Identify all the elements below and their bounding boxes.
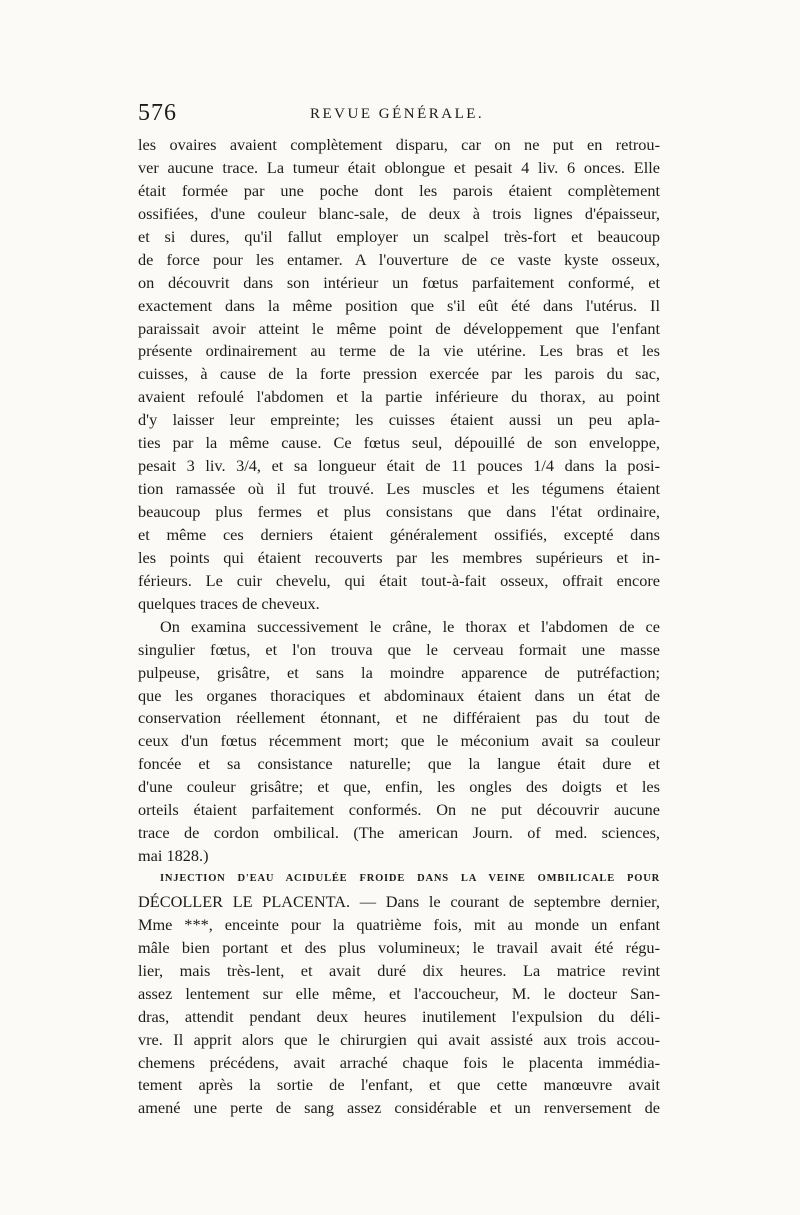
text-line: quelques traces de cheveux. bbox=[138, 593, 320, 613]
text-line: ceux d'un fœtus récemment mort; que le méconium avait sa couleur bbox=[138, 731, 660, 751]
text-line: ver aucune trace. La tumeur était oblongue et pesait 4 liv. 6 onces. Elle bbox=[138, 157, 660, 177]
text-line: amené une perte de sang assez considérable et un renversement de bbox=[138, 1098, 660, 1118]
text-line: beaucoup plus fermes et plus consistans que dans l'état ordinaire, bbox=[138, 502, 660, 521]
body-text bbox=[138, 134, 660, 1120]
text-line: exactement dans la même position que s'il eût été dans l'utérus. Il bbox=[138, 295, 660, 315]
text-line: singulier fœtus, et l'on trouva que le cerveau formait une masse bbox=[138, 639, 660, 659]
text-line: tement après la sortie de l'enfant, et que cette manœuvre avait bbox=[138, 1075, 660, 1095]
text-line: on découvrit dans son intérieur un fœtus parfaitement conformé, et bbox=[138, 272, 660, 292]
text-line: d'y laisser leur empreinte; les cuisses étaient aussi un peu apla- bbox=[138, 410, 660, 430]
text-line: et si dures, qu'il fallut employer un scalpel très-fort et beaucoup bbox=[138, 226, 660, 246]
page-number: 576 bbox=[138, 100, 177, 126]
text-line: les points qui étaient recouverts par les membres supérieurs et in- bbox=[138, 547, 660, 567]
section-heading: INJECTION D'EAU ACIDULÉE FROIDE DANS LA VEINE OMBILICALE POUR bbox=[160, 873, 660, 884]
text-line: paraissait avoir atteint le même point de développement que l'enfant bbox=[138, 318, 660, 338]
text-line: conservation réellement étonnant, et ne différaient pas du tout de bbox=[138, 708, 660, 728]
text-line: trace de cordon ombilical. (The american Journ. of med. sciences, bbox=[138, 823, 660, 843]
text-line: DÉCOLLER LE PLACENTA. — Dans le courant de septembre dernier, bbox=[138, 891, 660, 911]
text-line: pesait 3 liv. 3/4, et sa longueur était de 11 pouces 1/4 dans la posi- bbox=[138, 456, 660, 476]
text-line: présente ordinairement au terme de la vie utérine. Les bras et les bbox=[138, 341, 660, 361]
text-line: lier, mais très-lent, et avait duré dix heures. La matrice revint bbox=[138, 960, 660, 980]
text-line: pulpeuse, grisâtre, et sans la moindre apparence de putréfaction; bbox=[138, 662, 660, 682]
text-line: ties par la même cause. Ce fœtus seul, dépouillé de son enveloppe, bbox=[138, 433, 660, 453]
text-line: que les organes thoraciques et abdominaux étaient dans un état de bbox=[138, 685, 660, 705]
text-line: de force pour les entamer. A l'ouverture de ce vaste kyste osseux, bbox=[138, 249, 660, 269]
text-line: assez lentement sur elle même, et l'accoucheur, M. le docteur San- bbox=[138, 983, 660, 1003]
text-line: ossifiées, d'une couleur blanc-sale, de deux à trois lignes d'épaisseur, bbox=[138, 203, 660, 223]
text-line: Mme ***, enceinte pour la quatrième fois, mit au monde un enfant bbox=[138, 914, 660, 934]
text-line: mai 1828.) bbox=[138, 846, 209, 866]
text-line: était formée par une poche dont les parois étaient complètement bbox=[138, 180, 660, 200]
text-line: cuisses, à cause de la forte pression exercée par les parois du sac, bbox=[138, 364, 660, 384]
text-line: tion ramassée où il fut trouvé. Les muscles et les tégumens étaient bbox=[138, 479, 660, 499]
text-line: avaient refoulé l'abdomen et la partie inférieure du thorax, au point bbox=[138, 387, 660, 407]
text-line: les ovaires avaient complètement disparu, car on ne put en retrou- bbox=[138, 135, 660, 154]
text-line: dras, attendit pendant deux heures inutilement l'expulsion du déli- bbox=[138, 1006, 660, 1026]
text-line: orteils étaient parfaitement conformés. On ne put découvrir aucune bbox=[138, 800, 660, 820]
text-line: foncée et sa consistance naturelle; que la langue était dure et bbox=[138, 754, 660, 774]
text-line: On examina successivement le crâne, le thorax et l'abdomen de ce bbox=[160, 616, 660, 636]
text-line: chemens précédens, avait arraché chaque fois le placenta immédia- bbox=[138, 1052, 660, 1072]
running-head: REVUE GÉNÉRALE. bbox=[310, 106, 485, 122]
page-header bbox=[138, 100, 658, 130]
text-line: vre. Il apprit alors que le chirurgien qui avait assisté aux trois accou- bbox=[138, 1029, 660, 1049]
text-line: mâle bien portant et des plus volumineux; le travail avait été régu- bbox=[138, 937, 660, 957]
text-line: et même ces derniers étaient généralement ossifiés, excepté dans bbox=[138, 524, 660, 544]
text-line: d'une couleur grisâtre; et que, enfin, les ongles des doigts et les bbox=[138, 777, 660, 797]
text-line: férieurs. Le cuir chevelu, qui était tout-à-fait osseux, offrait encore bbox=[138, 570, 660, 590]
